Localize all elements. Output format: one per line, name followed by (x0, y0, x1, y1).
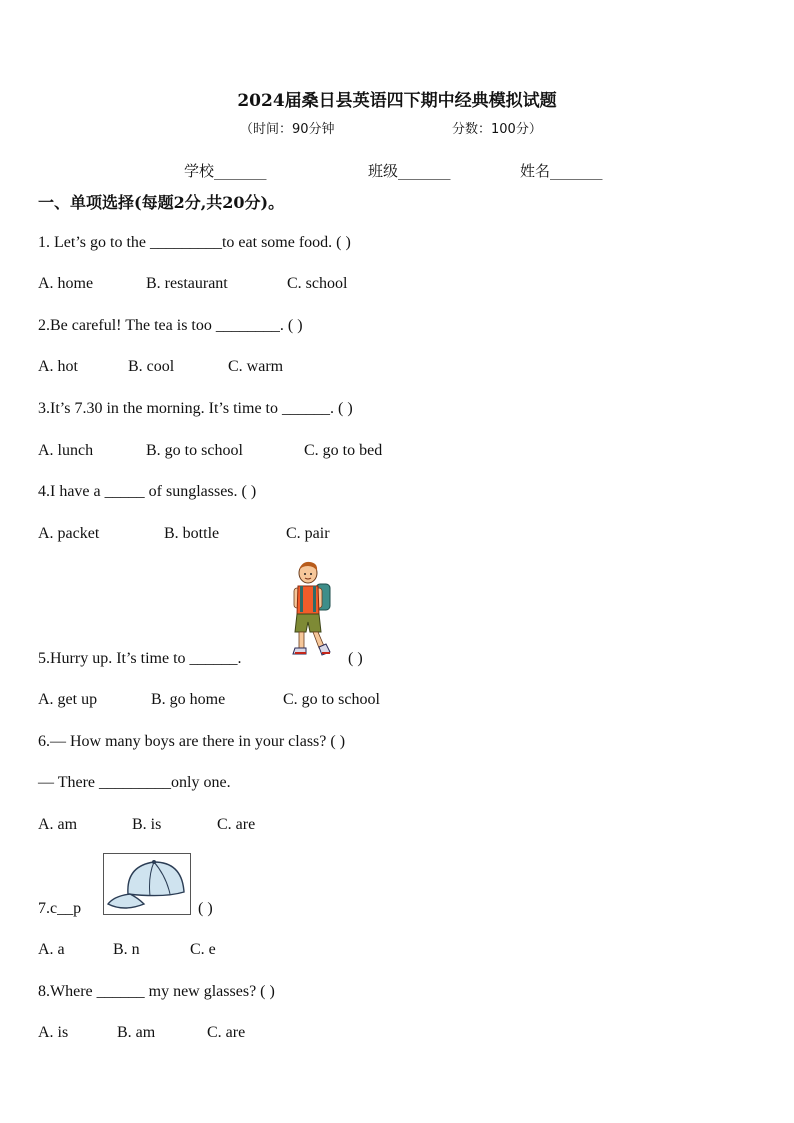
school-field: 学校_______ (184, 162, 267, 180)
page-title: 2024届桑日县英语四下期中经典模拟试题 (237, 91, 557, 111)
question-8: 8.Where ______ my new glasses? ( ) (38, 983, 275, 1000)
q5-option-c: C. go to school (283, 691, 380, 708)
q4-option-a: A. packet (38, 525, 100, 542)
q5-option-b: B. go home (151, 691, 226, 708)
q8-option-c: C. are (207, 1024, 246, 1041)
q5-answer-paren: ( ) (348, 650, 363, 667)
boy-illustration (286, 560, 336, 662)
q6-option-b: B. is (132, 816, 162, 833)
q8-option-b: B. am (117, 1024, 156, 1041)
question-5: 5.Hurry up. It’s time to ______. (38, 650, 242, 667)
q6-option-c: C. are (217, 816, 256, 833)
q5-option-a: A. get up (38, 691, 98, 708)
q3-option-b: B. go to school (146, 442, 243, 459)
cap-illustration (103, 853, 191, 915)
q3-option-c: C. go to bed (304, 442, 383, 459)
question-7: 7.c__p (38, 900, 82, 917)
question-6-response: — There _________only one. (38, 774, 231, 791)
boy-with-backpack-icon (286, 560, 336, 662)
name-field: 姓名_______ (520, 162, 603, 180)
q2-option-b: B. cool (128, 358, 175, 375)
q8-option-a: A. is (38, 1024, 69, 1041)
question-1: 1. Let’s go to the _________to eat some food. ( ) (38, 234, 351, 251)
q1-option-b: B. restaurant (146, 275, 228, 292)
baseball-cap-icon (104, 854, 190, 914)
q7-answer-paren: ( ) (198, 900, 213, 917)
class-field: 班级_______ (368, 162, 451, 180)
q4-option-b: B. bottle (164, 525, 220, 542)
q6-option-a: A. am (38, 816, 78, 833)
exam-time: （时间：90分钟 (240, 122, 335, 137)
question-6: 6.— How many boys are there in your class? ( ) (38, 733, 346, 750)
q7-option-b: B. n (113, 941, 140, 958)
q7-option-c: C. e (190, 941, 216, 958)
question-3: 3.It’s 7.30 in the morning. It’s time to ______. ( ) (38, 400, 353, 417)
question-2: 2.Be careful! The tea is too ________. ( ) (38, 317, 303, 334)
q1-option-c: C. school (287, 275, 348, 292)
q2-option-c: C. warm (228, 358, 284, 375)
q7-option-a: A. a (38, 941, 65, 958)
question-4: 4.I have a _____ of sunglasses. ( ) (38, 483, 257, 500)
q3-option-a: A. lunch (38, 442, 94, 459)
exam-score: 分数：100分） (452, 122, 542, 137)
q1-option-a: A. home (38, 275, 94, 292)
q4-option-c: C. pair (286, 525, 330, 542)
q2-option-a: A. hot (38, 358, 78, 375)
section-title: 一、单项选择(每题2分,共20分)。 (38, 193, 285, 212)
